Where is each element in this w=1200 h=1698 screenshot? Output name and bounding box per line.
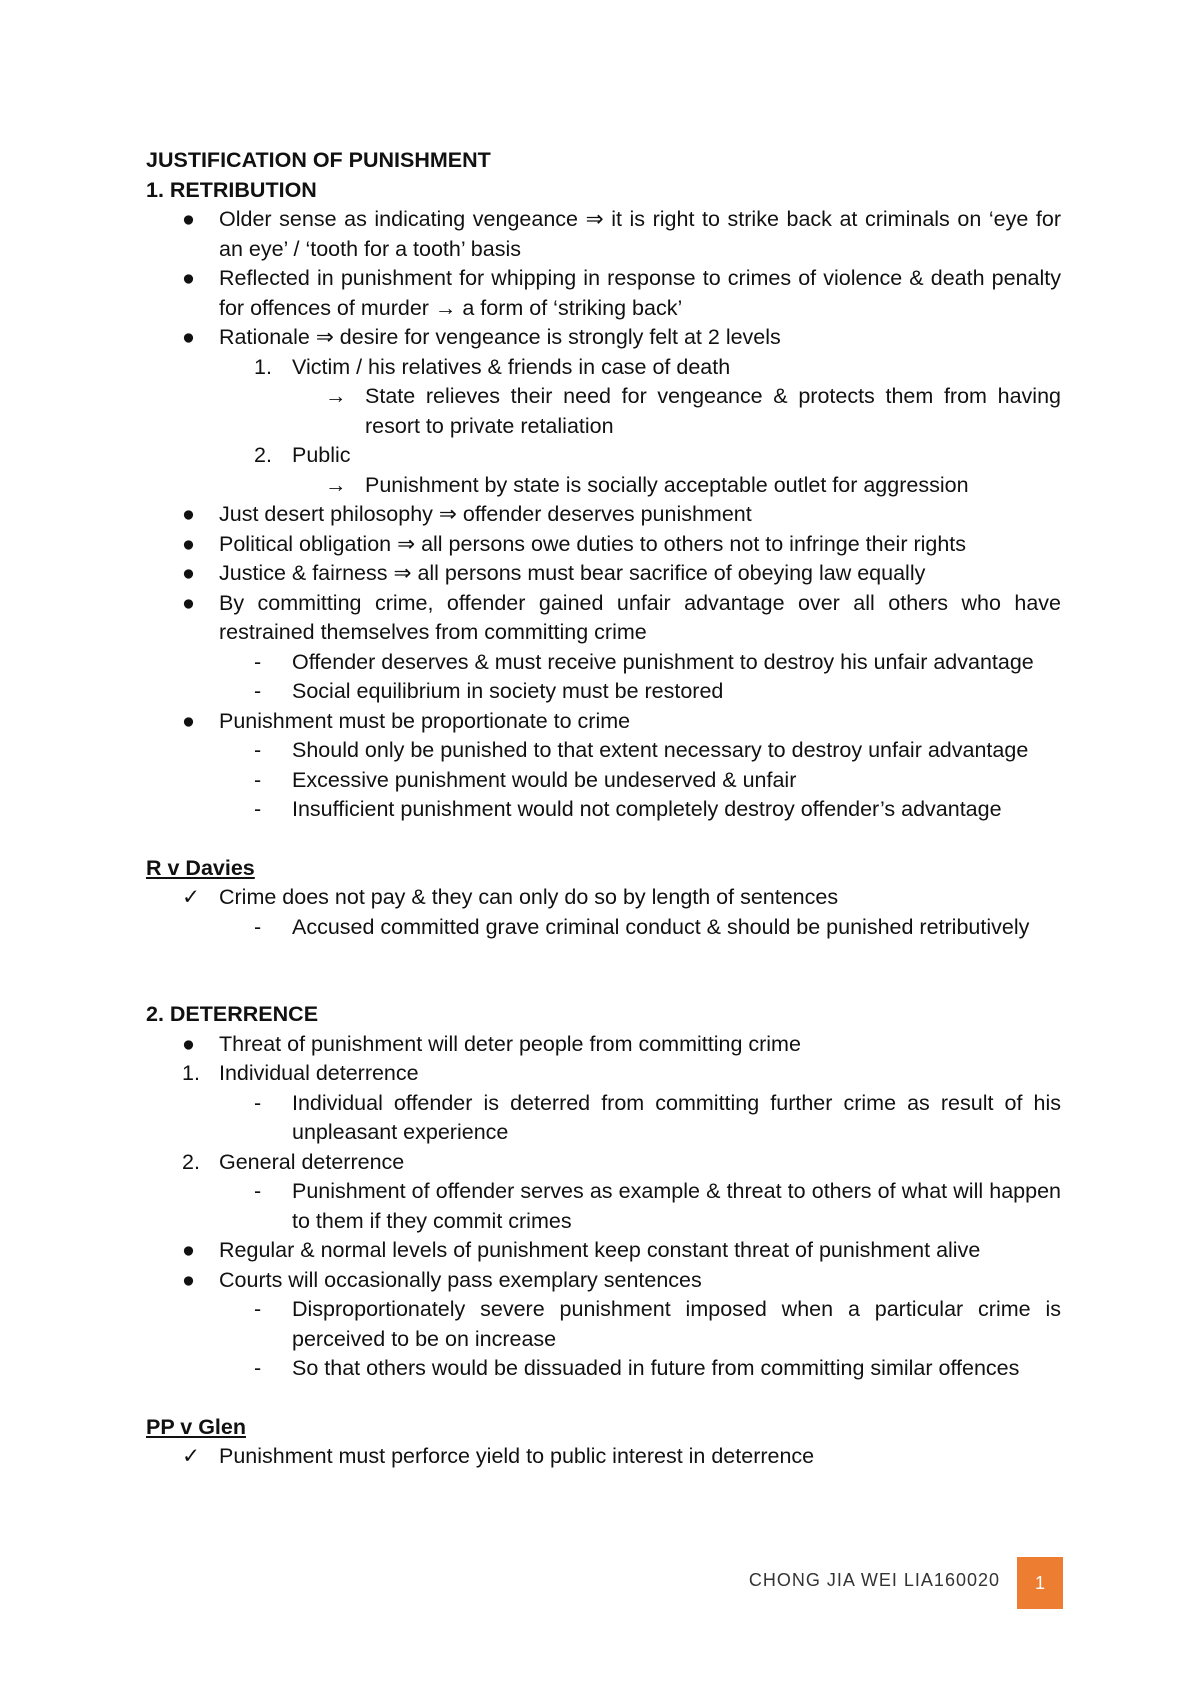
list-item: ● Courts will occasionally pass exemplary sentences [146, 1266, 1061, 1296]
list-item: → State relieves their need for vengeance & protects them from having resort to private retaliation [325, 384, 1061, 438]
dash-icon: - [254, 767, 262, 792]
bullet-icon: ● [182, 590, 195, 615]
list-item: - Accused committed grave criminal conduct & should be punished retributively [146, 913, 1061, 943]
dash-icon: - [254, 1356, 262, 1380]
check-icon: ✓ [182, 1444, 201, 1468]
list-item: ● Older sense as indicating vengeance ⇒ it is right to strike back at criminals on ‘eye for an eye’ / ‘tooth for a tooth’ basis [182, 207, 1061, 261]
list-number: 2. [254, 443, 272, 467]
list-item: - Disproportionately severe punishment imposed when a particular crime is perceived to be on increase [254, 1297, 1061, 1351]
dash-icon: - [254, 797, 262, 821]
list-item: - Should only be punished to that extent necessary to destroy unfair advantage [146, 736, 1061, 766]
list-item: 1. Individual deterrence [146, 1059, 1061, 1089]
list-item: ● Rationale ⇒ desire for vengeance is strongly felt at 2 levels [146, 323, 1061, 353]
dash-icon: - [254, 649, 262, 674]
list-item: ● Regular & normal levels of punishment keep constant threat of punishment alive [146, 1236, 1061, 1266]
list-item: 2. General deterrence [146, 1148, 1061, 1178]
section-heading-deterrence: 2. DETERRENCE [146, 1002, 319, 1026]
check-icon: ✓ [182, 885, 201, 909]
list-item: - Social equilibrium in society must be restored [146, 677, 1061, 707]
document-title: JUSTIFICATION OF PUNISHMENT [146, 148, 491, 172]
list-item: - So that others would be dissuaded in future from committing similar offences [146, 1354, 1061, 1384]
list-number: 1. [182, 1061, 200, 1085]
list-item: → Punishment by state is socially acceptable outlet for aggression [146, 471, 1061, 501]
bullet-icon: ● [182, 325, 195, 349]
bullet-icon: ● [182, 561, 195, 585]
dash-icon: - [254, 1090, 262, 1115]
bullet-icon: ● [182, 1267, 195, 1292]
list-item: ● Just desert philosophy ⇒ offender deserves punishment [146, 500, 1061, 530]
dash-icon: - [254, 1297, 262, 1321]
list-number: 2. [182, 1149, 200, 1174]
section-heading-retribution: 1. RETRIBUTION [146, 177, 317, 202]
page-footer [0, 1557, 1200, 1609]
dash-icon: - [254, 1179, 262, 1203]
list-item: - Punishment of offender serves as example & threat to others of what will happen to them if they commit crimes [254, 1179, 1061, 1233]
bullet-icon: ● [182, 502, 195, 526]
dash-icon: - [254, 914, 262, 939]
page-number-badge: 1 [1017, 1557, 1063, 1609]
list-item: - Offender deserves & must receive punishment to destroy his unfair advantage [146, 648, 1061, 678]
dash-icon: - [254, 738, 262, 762]
list-item: 1. Victim / his relatives & friends in case of death [146, 353, 1061, 383]
list-item: ● Reflected in punishment for whipping in response to crimes of violence & death penalty for offences of murder → a form of ‘striking back’ [182, 266, 1061, 320]
list-item: ● Threat of punishment will deter people from committing crime [146, 1030, 1061, 1060]
list-item: ● By committing crime, offender gained unfair advantage over all others who have restrained themselves from committing crime [182, 590, 1061, 644]
list-item: ✓ Punishment must perforce yield to public interest in deterrence [146, 1442, 1061, 1472]
list-item: ● Punishment must be proportionate to crime [146, 707, 1061, 737]
case-heading-r-v-davies: R v Davies [146, 855, 255, 880]
arrow-icon: → [325, 384, 347, 408]
case-heading-pp-v-glen: PP v Glen [146, 1414, 246, 1439]
bullet-icon: ● [182, 708, 195, 733]
list-item: - Insufficient punishment would not completely destroy offender’s advantage [146, 795, 1061, 825]
list-number: 1. [254, 354, 272, 379]
list-item: - Individual offender is deterred from committing further crime as result of his unpleasant experience [254, 1090, 1061, 1144]
bullet-icon: ● [182, 1238, 195, 1262]
bullet-icon: ● [182, 531, 195, 556]
list-item: ● Justice & fairness ⇒ all persons must bear sacrifice of obeying law equally [146, 559, 1061, 589]
document-body [146, 146, 1061, 1472]
bullet-icon: ● [182, 1031, 195, 1056]
bullet-icon: ● [182, 266, 195, 290]
footer-author: CHONG JIA WEI LIA160020 [748, 1570, 1000, 1590]
arrow-icon: → [325, 472, 347, 497]
bullet-icon: ● [182, 207, 195, 231]
list-item: - Excessive punishment would be undeserved & unfair [146, 766, 1061, 796]
list-item: 2. Public [146, 441, 1061, 471]
dash-icon: - [254, 679, 262, 703]
list-item: ● Political obligation ⇒ all persons owe duties to others not to infringe their rights [146, 530, 1061, 560]
list-item: ✓ Crime does not pay & they can only do so by length of sentences [146, 883, 1061, 913]
